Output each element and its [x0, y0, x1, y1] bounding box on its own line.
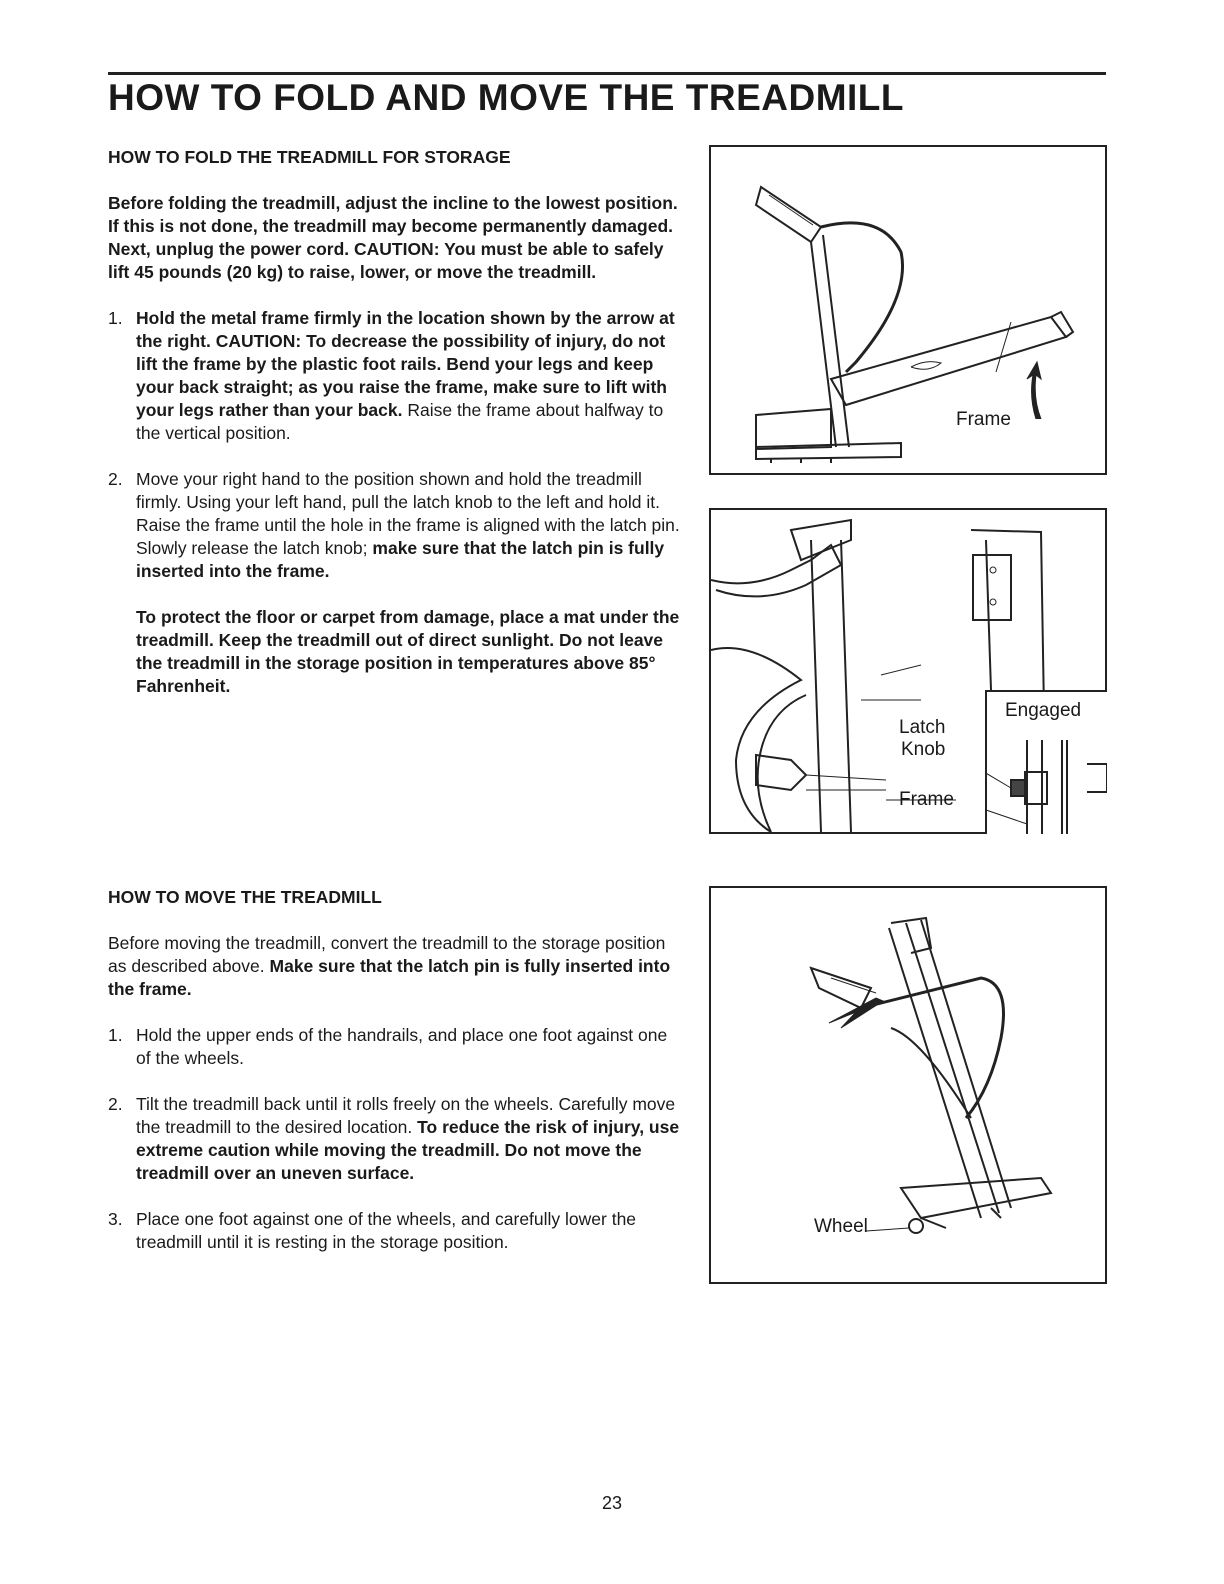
move-step-2-bold: To reduce the risk of injury, use extreme caution while moving the treadmill. Do not move the treadmill over an uneven surface.: [136, 1117, 680, 1183]
figure-fold-frame: [709, 145, 1107, 475]
fold-step-2-text: Move your right hand to the position shown and hold the treadmill firmly. Using your left hand, pull the latch knob to the left and hold it. Raise the frame until the hole in the frame is aligned with the latch pin. Slowly release the latch knob;: [136, 469, 680, 558]
move-heading: HOW TO MOVE THE TREADMILL: [108, 887, 382, 907]
fig2-frame-label: Frame: [899, 789, 954, 810]
fold-section: [108, 146, 680, 698]
page-title: HOW TO FOLD AND MOVE THE TREADMILL: [108, 77, 905, 118]
fig3-wheel-label: Wheel: [814, 1216, 868, 1237]
fold-step-2: [108, 468, 680, 583]
fold-step-1: [108, 307, 680, 445]
move-step-2-number: 2.: [108, 1094, 123, 1114]
fig1-frame-label: Frame: [956, 409, 1011, 430]
fold-step-1-bold: Hold the metal frame firmly in the location shown by the arrow at the right. CAUTION: To decrease the possibility of injury, do not lift the frame by the plastic foot rails. Bend your legs and keep your back straight; as you raise the frame, make sure to lift with your legs rather than your back.: [136, 308, 675, 420]
fold-step-2-number: 2.: [108, 469, 123, 489]
move-step-1-text: Hold the upper ends of the handrails, and place one foot against one of the wheels.: [136, 1025, 668, 1068]
fold-step-1-number: 1.: [108, 308, 123, 328]
fold-step-1-text: Raise the frame about halfway to the vertical position.: [136, 400, 664, 443]
fold-warning: To protect the floor or carpet from damage, place a mat under the treadmill. Keep the treadmill out of direct sunlight. Do not leave the treadmill in the storage position in temperatures above 85° Fahrenheit.: [136, 607, 680, 696]
move-step-3-text: Place one foot against one of the wheels, and carefully lower the treadmill until it is resting in the storage position.: [136, 1209, 637, 1252]
fold-step-2-bold: make sure that the latch pin is fully inserted into the frame.: [136, 538, 665, 581]
figure-move-drawing: [711, 888, 1105, 1282]
page-number: 23: [601, 1493, 623, 1513]
figure-fold-frame-drawing: [711, 147, 1105, 473]
move-step-2: [108, 1093, 680, 1185]
move-step-3: [108, 1208, 680, 1254]
figure-move: [709, 886, 1107, 1284]
fig2-engaged-label: Engaged: [1005, 700, 1082, 721]
fig2-knob-label: Knob: [901, 739, 946, 760]
figure-latch: [709, 508, 1107, 834]
move-step-1-number: 1.: [108, 1025, 123, 1045]
engaged-inset: [985, 690, 1107, 834]
move-intro-text: Before moving the treadmill, convert the treadmill to the storage position as described above.: [108, 933, 666, 976]
fold-heading: HOW TO FOLD THE TREADMILL FOR STORAGE: [108, 147, 511, 167]
title-rule: [108, 72, 1106, 75]
fold-intro: Before folding the treadmill, adjust the incline to the lowest position. If this is not done, the treadmill may become permanently damaged. Next, unplug the power cord. CAUTION: You must be able to safely lift 45 pounds (20 kg) to raise, lower, or move the treadmill.: [108, 193, 678, 282]
fig2-latch-label: Latch: [899, 717, 946, 738]
move-intro-bold: Make sure that the latch pin is fully inserted into the frame.: [108, 956, 671, 999]
move-step-2-text: Tilt the treadmill back until it rolls freely on the wheels. Carefully move the treadmill to the desired location.: [136, 1094, 676, 1137]
move-section: [108, 886, 680, 1254]
move-step-3-number: 3.: [108, 1209, 123, 1229]
move-step-1: [108, 1024, 680, 1070]
